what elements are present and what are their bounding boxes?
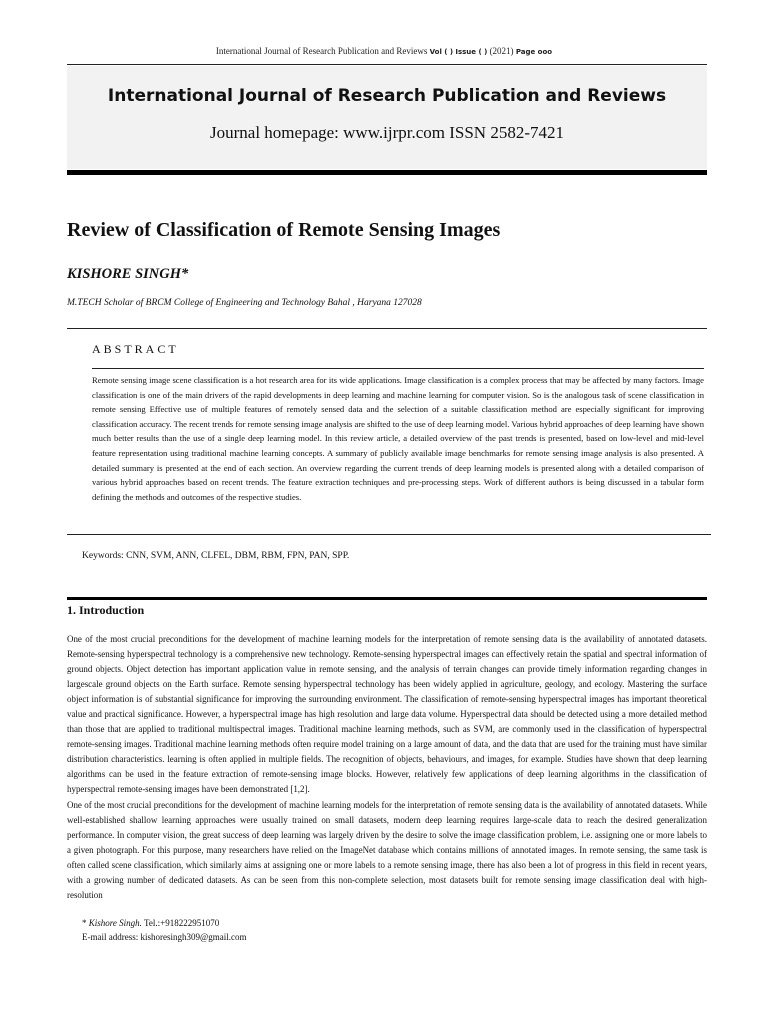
journal-masthead [67, 66, 707, 169]
paragraph: One of the most crucial preconditions for the development of machine learning models for the interpretation of remote sensing data is the availability of annotated datasets. Remote-sensing hyperspectral technology is a comprehensive new technology. Remote-sensing hyperspectral images can effectively retain the spatial and spectral information of ground objects. Object detection has important application value in remote sensing, and the analysis of terrain changes can provide timely information regarding changes in largescale ground objects on the Earth surface. Remote sensing hyperspectral technology has been widely applied in agriculture, geology, and ecology. Mastering the surface object information is of substantial significance for improving the surrounding environment. The classification of remote-sensing hyperspectral images has important theoretical value and practical significance. However, a hyperspectral image has high resolution and large data volume. Hyperspectral data should be detected using a more detailed method than those that are applied to traditional multispectral images. Traditional machine learning methods, such as SVM, are commonly used in the classification of hyperspectral remote-sensing images. Traditional machine learning methods often require model training on a large amount of data, and the data that are used for the training must have similar distribution characteristics. learning is often applied in multiple fields. The recognition of objects, behaviours, and images, for example. Studies have shown that deep learning algorithms can be used in the feature extraction of remote-sensing image blocks. However, relatively few applications of deep learning algorithms in the classification of hyperspectral remote-sensing images have been demonstrated [1,2]. [67, 634, 707, 795]
section-rule [67, 597, 707, 600]
running-head-journal: International Journal of Research Publication and Reviews [215, 46, 428, 56]
journal-homepage: Journal homepage: www.ijrpr.com ISSN 2582-7421 [210, 123, 564, 142]
introduction-body [67, 632, 707, 903]
keywords: Keywords: CNN, SVM, ANN, CLFEL, DBM, RBM, FPN, PAN, SPP. [82, 551, 350, 561]
paper-title: Review of Classification of Remote Sensing Images [67, 219, 501, 241]
abstract-rule [92, 368, 704, 369]
footnote-tel: Tel.:+918222951070 [144, 918, 220, 928]
top-rule [67, 64, 707, 65]
paragraph: One of the most crucial preconditions for the development of machine learning models for the interpretation of remote sensing data is the availability of annotated datasets. While well-established shallow learning approaches were usually trained on small datasets, modern deep learning requires large-scale data to reach the desired generalization performance. In computer vision, the great success of deep learning was largely driven by the desire to solve the image classification problem, i.e. assigning one or more labels to a given photograph. For this purpose, many researchers have relied on the ImageNet database which contains millions of annotated images. In remote sensing, the same task is often called scene classification, which similarly aims at assigning one or more labels to a remote sensing image, there has also been a lot of progress in this field in recent years, with a growing number of dedicated datasets. As can be seen from this non-complete selection, most datasets built for remote sensing image classification deal with high-resolution [67, 799, 707, 900]
footnote-marker: * [82, 918, 87, 928]
footnote-email: E-mail address: kishoresingh309@gmail.com [82, 932, 247, 942]
footnote-author [82, 918, 219, 928]
footnote-name: Kishore Singh. [88, 918, 142, 928]
running-head-vol: Vol ( ) [429, 48, 454, 56]
abstract-heading: ABSTRACT [92, 342, 179, 356]
running-head-issue: Issue ( ) [455, 48, 488, 56]
running-head-year: (2021) [489, 46, 514, 56]
abstract-end-rule [67, 534, 711, 535]
abstract-text: Remote sensing image scene classification is a hot research area for its wide applications. Image classification is a complex process that may be affected by many factors. Image classification is one of the main drivers of the rapid developments in deep learning and machine learning for computer vision. So is the analogous task of scene classification in remote sensing Effective use of multiple features of remotely sensed data and the selection of a suitable classification method are especially significant for improving classification accuracy. The recent trends for remote sensing image analysis are shifted to the use of deep learning model. Various hybrid approaches of deep learning have shown much better results than the use of a single deep learning model. In this review article, a detailed overview of the past trends is presented, based on low-level and mid-level feature representation using traditional machine learning concepts. A summary of publicly available image benchmarks for remote sensing image analysis is also presented. A detailed summary is presented at the end of each section. An overview regarding the current trends of deep learning models is presented along with a detailed comparison of various hybrid approaches based on recent trends. The feature extraction techniques and pre-processing steps. Work of different authors is being discussed in a tabular form defining the methods and outcomes of the respective studies. [92, 375, 704, 502]
divider [67, 328, 707, 329]
masthead-rule [67, 170, 707, 175]
section-heading-introduction: 1. Introduction [67, 603, 145, 617]
running-head [0, 46, 768, 56]
running-head-page: Page ooo [515, 48, 553, 56]
author-name: KISHORE SINGH* [67, 266, 189, 282]
author-affiliation: M.TECH Scholar of BRCM College of Engineering and Technology Bahal , Haryana 127028 [67, 298, 422, 308]
journal-title: International Journal of Research Publication and Reviews [107, 86, 667, 106]
